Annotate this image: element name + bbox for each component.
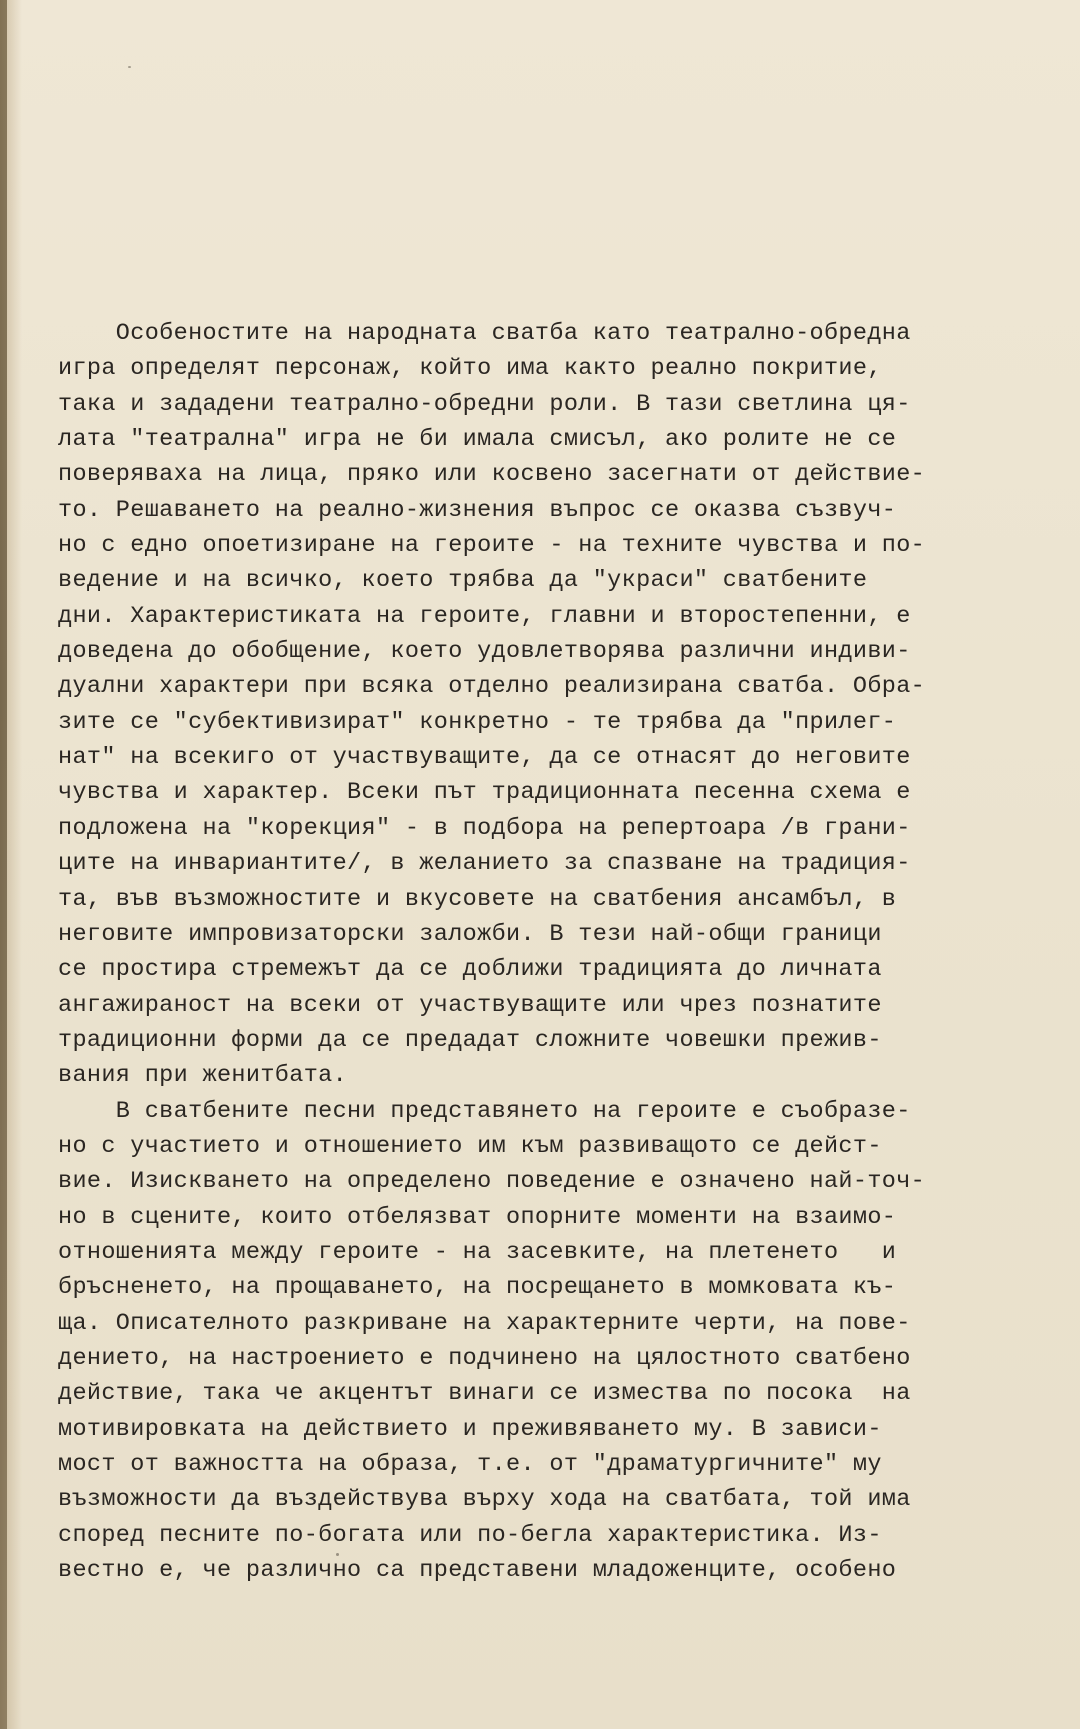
text-line: така и зададени театрално-обредни роли. В тази светлина ця- <box>58 390 911 418</box>
text-line: ците на инвариантите/, в желанието за спазване на традиция- <box>58 850 911 878</box>
text-line: поверяваха на лица, пряко или косвено засегнати от действие- <box>58 461 926 489</box>
text-line: дни. Характеристиката на героите, главни и второстепенни, е <box>58 602 911 630</box>
text-line: чувства и характер. Всеки път традиционната песенна схема е <box>58 779 911 807</box>
text-line: дуални характери при всяка отделно реализирана сватба. Обра- <box>58 673 926 701</box>
text-line: възможности да въздействува върху хода на сватбата, той има <box>58 1486 911 1514</box>
text-line: ведение и на всичко, което трябва да "украси" сватбените <box>58 567 868 595</box>
text-line: вания при женитбата. <box>58 1062 348 1090</box>
text-line: игра определят персонаж, който има както реално покритие, <box>58 355 882 383</box>
ink-speck <box>128 66 131 68</box>
text-line: мотивировката на действието и преживяването му. В зависи- <box>58 1415 882 1443</box>
page-binding-edge <box>0 0 7 1729</box>
text-line: бръсненето, на прощаването, на посрещането в момковата къ- <box>58 1274 897 1302</box>
text-line: лата "театрална" игра не би имала смисъл, ако ролите не се <box>58 426 897 454</box>
text-line: но в сцените, които отбелязват опорните моменти на взаимо- <box>58 1203 897 1231</box>
text-line: неговите импровизаторски заложби. В тези най-общи граници <box>58 920 882 948</box>
text-line: отношенията между героите - на засевките, на плетенето и <box>58 1238 897 1266</box>
text-line: зите се "субективизират" конкретно - те трябва да "прилег- <box>58 708 897 736</box>
text-line: доведена до обобщение, което удовлетворява различни индиви- <box>58 638 911 666</box>
text-line: дението, на настроението е подчинено на цялостното сватбено <box>58 1344 911 1372</box>
text-line: то. Решаването на реално-жизнения въпрос се оказва съзвуч- <box>58 496 897 524</box>
text-line: В сватбените песни представянето на героите е съобразе- <box>58 1097 911 1125</box>
text-line: но с участието и отношението им към развиващото се дейст- <box>58 1132 882 1160</box>
text-line: мост от важността на образа, т.е. от "драматургичните" му <box>58 1451 882 1478</box>
text-line: според песните по-богата или по-бегла характеристика. Из- <box>58 1521 882 1549</box>
text-line: нат" на всекиго от участвуващите, да се отнасят до неговите <box>58 744 911 772</box>
text-line: но с едно опоетизиране на героите - на техните чувства и по- <box>58 532 926 560</box>
text-line: та, във възможностите и вкусовете на сватбения ансамбъл, в <box>58 885 897 913</box>
text-line: традиционни форми да се предадат сложните човешки прежив- <box>58 1026 882 1054</box>
text-line: ангажираност на всеки от участвуващите или чрез познатите <box>58 991 882 1019</box>
text-line: вестно е, че различно са представени младоженците, особено <box>58 1557 897 1585</box>
text-line: действие, така че акцентът винаги се измества по посока на <box>58 1380 911 1408</box>
text-line: ща. Описателното разкриване на характерните черти, на пове- <box>58 1309 911 1337</box>
body-text <box>58 316 1018 1588</box>
text-line: се простира стремежът да се доближи традицията до личната <box>58 956 882 984</box>
text-line: Особеностите на народната сватба като театрално-обредна <box>58 320 911 347</box>
text-line: подложена на "корекция" - в подбора на репертоара /в грани- <box>58 814 911 842</box>
text-line: вие. Изискването на определено поведение е означено най-точ- <box>58 1168 926 1196</box>
